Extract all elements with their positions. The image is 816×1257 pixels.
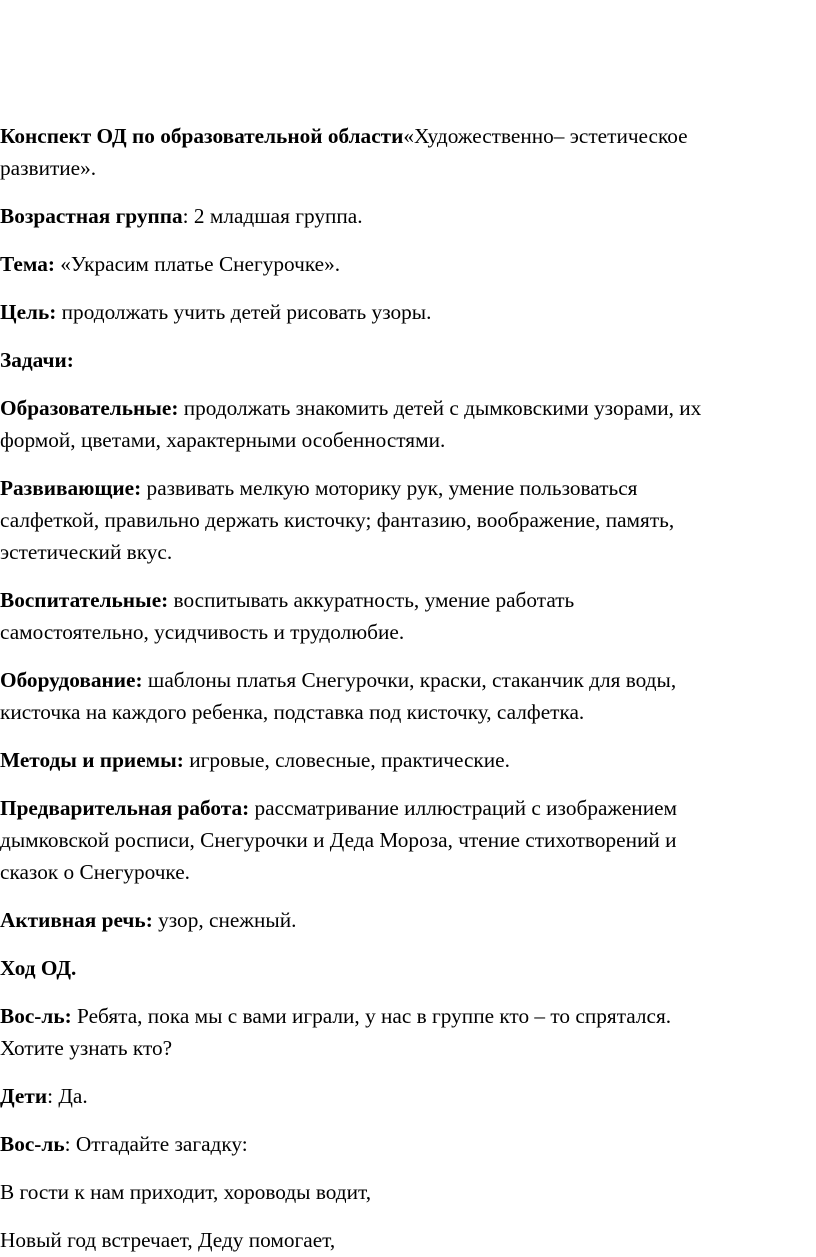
developing-line-2: салфеткой, правильно держать кисточку; фантазию, воображение, память,	[0, 508, 675, 532]
course-heading	[0, 952, 816, 984]
upbringing-line-2: самостоятельно, усидчивость и трудолюбие.	[0, 620, 405, 644]
age-group-label: Возрастная группа	[0, 204, 183, 228]
developing-paragraph	[0, 472, 816, 568]
developing-line-3: эстетический вкус.	[0, 540, 173, 564]
preliminary-line-2: дымковской росписи, Снегурочки и Деда Мороза, чтение стихотворений и	[0, 828, 677, 852]
methods-value: игровые, словесные, практические.	[183, 748, 510, 772]
upbringing-line-1	[0, 584, 816, 616]
teacher-1-line-2: Хотите узнать кто?	[0, 1036, 173, 1060]
goal-paragraph	[0, 296, 816, 328]
preliminary-line-1	[0, 792, 816, 824]
children-paragraph	[0, 1080, 816, 1112]
upbringing-value-1: воспитывать аккуратность, умение работать	[168, 588, 575, 612]
riddle-line-1: В гости к нам приходит, хороводы водит,	[0, 1180, 372, 1204]
teacher-1-label: Вос-ль:	[0, 1004, 72, 1028]
goal-label: Цель:	[0, 300, 57, 324]
upbringing-paragraph	[0, 584, 816, 648]
equipment-value-1: шаблоны платья Снегурочки, краски, стаканчик для воды,	[142, 668, 677, 692]
teacher-2-value: : Отгадайте загадку:	[64, 1132, 248, 1156]
educational-paragraph	[0, 392, 816, 456]
teacher-1-line-1	[0, 1000, 816, 1032]
course-label: Ход ОД.	[0, 956, 77, 980]
active-speech-value: узор, снежный.	[152, 908, 297, 932]
title-paragraph	[0, 120, 816, 184]
tasks-label: Задачи:	[0, 348, 74, 372]
educational-line-1	[0, 392, 816, 424]
goal-value: продолжать учить детей рисовать узоры.	[56, 300, 432, 324]
educational-value-1: продолжать знакомить детей с дымковскими узорами, их	[178, 396, 702, 420]
title-bold: Конспект ОД по образовательной области	[0, 124, 404, 148]
active-speech-label: Активная речь:	[0, 908, 153, 932]
preliminary-value-1: рассматривание иллюстраций с изображением	[249, 796, 678, 820]
methods-paragraph	[0, 744, 816, 776]
preliminary-line-3: сказок о Снегурочке.	[0, 860, 190, 884]
theme-value: «Украсим платье Снегурочке».	[54, 252, 341, 276]
teacher-line-2-paragraph	[0, 1128, 816, 1160]
title-line-2: развитие».	[0, 156, 97, 180]
equipment-paragraph	[0, 664, 816, 728]
teacher-line-1-paragraph	[0, 1000, 816, 1064]
developing-value-1: развивать мелкую моторику рук, умение пользоваться	[141, 476, 638, 500]
children-label: Дети	[0, 1084, 48, 1108]
active-speech-paragraph	[0, 904, 816, 936]
theme-paragraph	[0, 248, 816, 280]
equipment-label: Оборудование:	[0, 668, 143, 692]
equipment-line-2: кисточка на каждого ребенка, подставка под кисточку, салфетка.	[0, 700, 585, 724]
tasks-heading	[0, 344, 816, 376]
teacher-1-value-1: Ребята, пока мы с вами играли, у нас в группе кто – то спрятался.	[71, 1004, 672, 1028]
age-group-value: : 2 младшая группа.	[182, 204, 363, 228]
upbringing-label: Воспитательные:	[0, 588, 169, 612]
methods-label: Методы и приемы:	[0, 748, 184, 772]
teacher-2-label: Вос-ль	[0, 1132, 65, 1156]
theme-label: Тема:	[0, 252, 55, 276]
developing-label: Развивающие:	[0, 476, 142, 500]
riddle-line-2: Новый год встречает, Деду помогает,	[0, 1228, 336, 1252]
title-line-1	[0, 120, 816, 152]
age-group-paragraph	[0, 200, 816, 232]
preliminary-label: Предварительная работа:	[0, 796, 250, 820]
developing-line-1	[0, 472, 816, 504]
educational-label: Образовательные:	[0, 396, 179, 420]
children-value: : Да.	[47, 1084, 88, 1108]
equipment-line-1	[0, 664, 816, 696]
educational-line-2: формой, цветами, характерными особенностями.	[0, 428, 446, 452]
title-rest: «Художественно– эстетическое	[403, 124, 688, 148]
preliminary-paragraph	[0, 792, 816, 888]
